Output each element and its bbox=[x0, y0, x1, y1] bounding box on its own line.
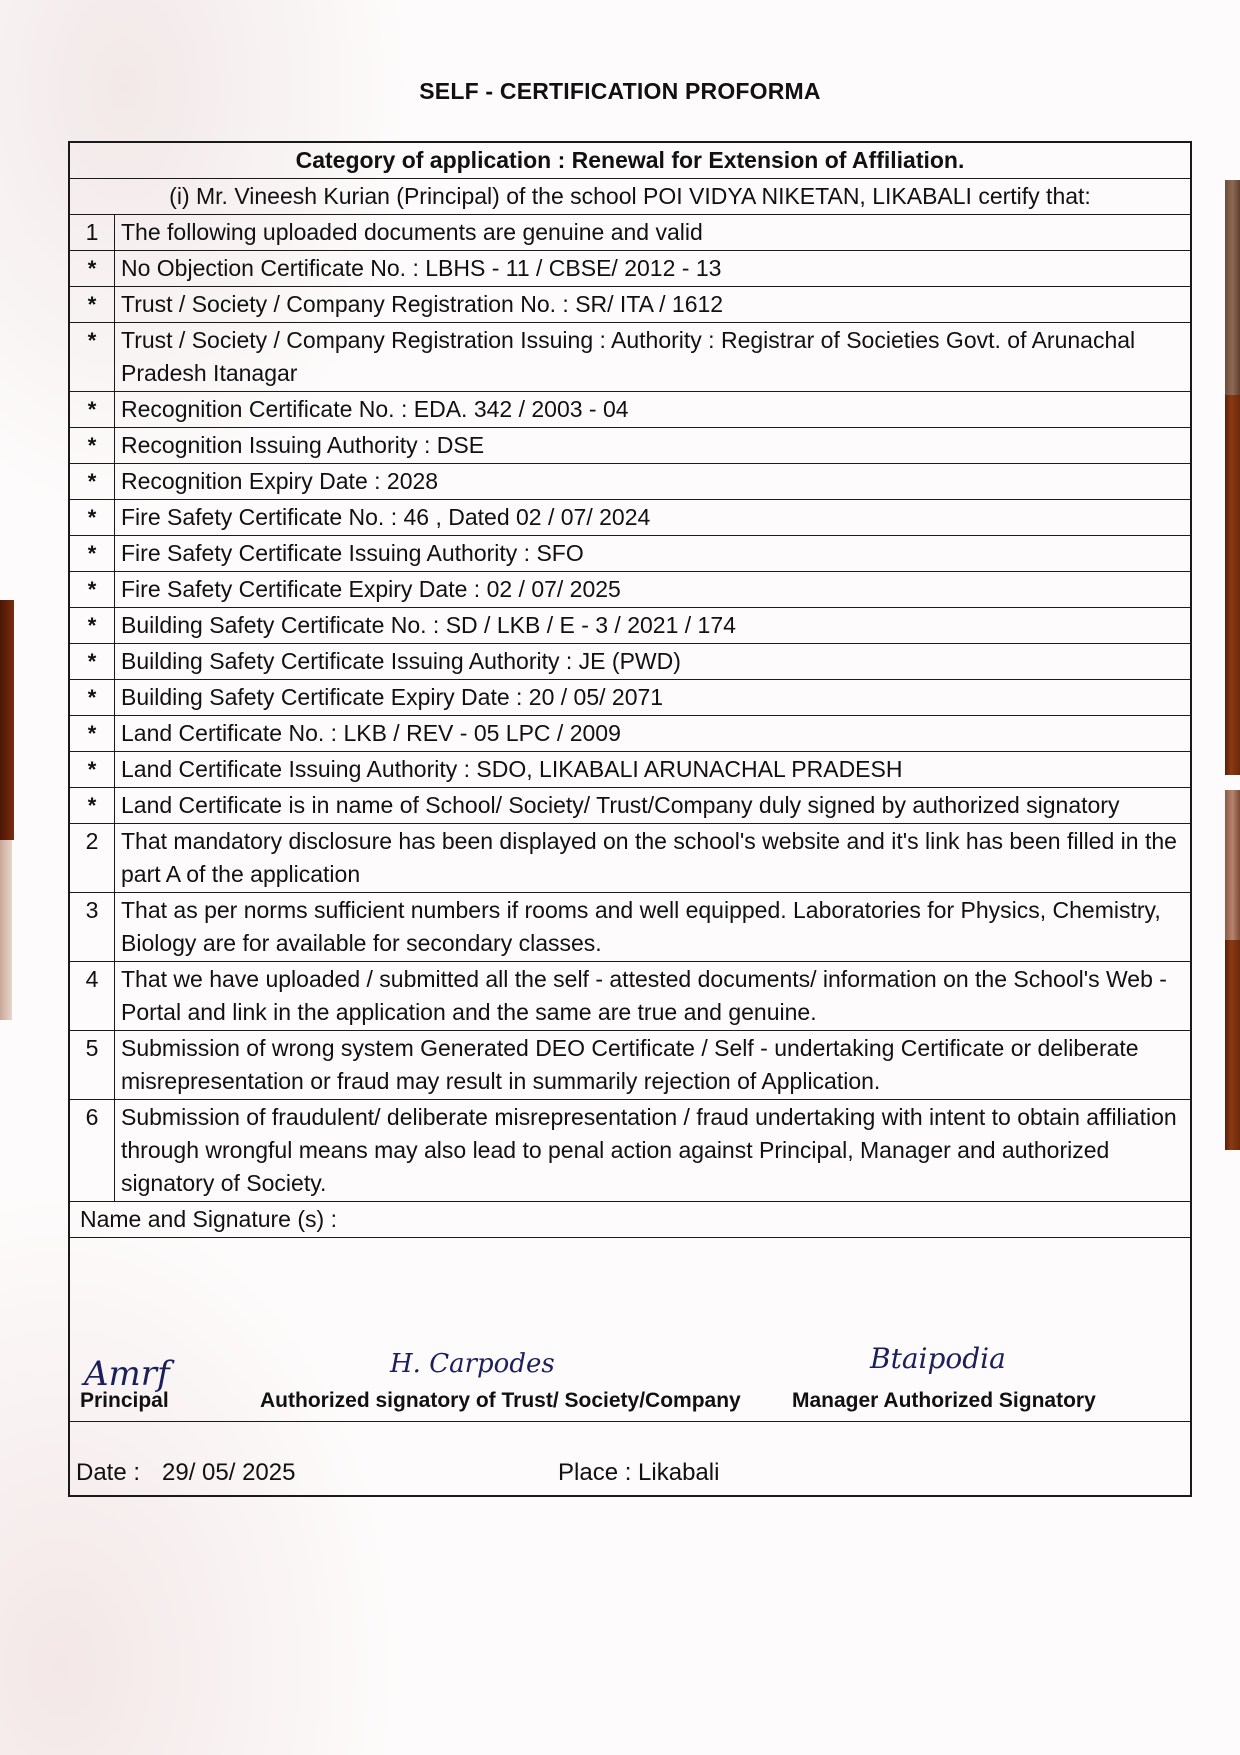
item-text: That mandatory disclosure has been displayed on the school's website and it's link has been filled in the part A of the application bbox=[121, 828, 1177, 887]
item-text: No Objection Certificate No. : LBHS - 11 / CBSE/ 2012 - 13 bbox=[121, 255, 722, 281]
table-row bbox=[70, 892, 1190, 961]
item-text: Building Safety Certificate No. : SD / LKB / E - 3 / 2021 / 174 bbox=[121, 612, 736, 638]
item-text: Recognition Expiry Date : 2028 bbox=[121, 468, 439, 494]
table-row bbox=[70, 643, 1190, 679]
item-marker: * bbox=[70, 287, 115, 322]
item-text: Land Certificate is in name of School/ Society/ Trust/Company duly signed by authorized signatory bbox=[121, 792, 1120, 818]
table-row bbox=[70, 787, 1190, 823]
manager-label: Manager Authorized Signatory bbox=[792, 1389, 1096, 1412]
item-text: Land Certificate No. : LKB / REV - 05 LPC / 2009 bbox=[121, 720, 621, 746]
table-row bbox=[70, 961, 1190, 1030]
item-text: Recognition Certificate No. : EDA. 342 / 2003 - 04 bbox=[121, 396, 629, 422]
signature-label-row bbox=[70, 1201, 1190, 1237]
place: Place : Likabali bbox=[558, 1459, 720, 1486]
table-row bbox=[70, 250, 1190, 286]
item-marker: * bbox=[70, 500, 115, 535]
principal-signature: Amrf bbox=[84, 1354, 170, 1394]
item-text: That as per norms sufficient numbers if rooms and well equipped. Laboratories for Physics, Chemistry, Biology are for available for secondary classes. bbox=[121, 897, 1161, 956]
background-wood-edge bbox=[1225, 940, 1240, 1150]
manager-signature: Btaipodia bbox=[870, 1342, 1006, 1375]
item-text: Fire Safety Certificate No. : 46 , Dated 02 / 07/ 2024 bbox=[121, 504, 651, 530]
document-title: SELF - CERTIFICATION PROFORMA bbox=[419, 78, 821, 104]
table-row bbox=[70, 1030, 1190, 1099]
item-text: Building Safety Certificate Issuing Authority : JE (PWD) bbox=[121, 648, 681, 674]
table-row bbox=[70, 679, 1190, 715]
item-text: Trust / Society / Company Registration No. : SR/ ITA / 1612 bbox=[121, 291, 724, 317]
certifier-row bbox=[70, 178, 1190, 214]
table-row bbox=[70, 1099, 1190, 1201]
item-marker: * bbox=[70, 251, 115, 286]
table-row bbox=[70, 391, 1190, 427]
item-marker: * bbox=[70, 428, 115, 463]
item-marker: * bbox=[70, 788, 115, 823]
table-row bbox=[70, 427, 1190, 463]
date-label: Date : bbox=[76, 1459, 141, 1486]
certifier-statement: (i) Mr. Vineesh Kurian (Principal) of the school POI VIDYA NIKETAN, LIKABALI certify that: bbox=[169, 183, 1091, 209]
table-row bbox=[70, 715, 1190, 751]
date-value: 29/ 05/ 2025 bbox=[162, 1459, 296, 1486]
item-text: Building Safety Certificate Expiry Date : 20 / 05/ 2071 bbox=[121, 684, 664, 710]
background-wood-edge-left bbox=[0, 600, 14, 840]
table-row bbox=[70, 751, 1190, 787]
item-marker: * bbox=[70, 464, 115, 499]
item-marker: * bbox=[70, 680, 115, 715]
item-marker: 5 bbox=[70, 1031, 115, 1099]
item-text: The following uploaded documents are genuine and valid bbox=[121, 219, 703, 245]
item-text: That we have uploaded / submitted all the self - attested documents/ information on the School's Web - Portal and link in the application and the same are true and genuine. bbox=[121, 966, 1167, 1025]
item-marker: * bbox=[70, 323, 115, 391]
item-marker: 2 bbox=[70, 824, 115, 892]
signature-row bbox=[70, 1237, 1190, 1421]
item-marker: * bbox=[70, 572, 115, 607]
item-marker: * bbox=[70, 392, 115, 427]
item-text: Fire Safety Certificate Issuing Authority : SFO bbox=[121, 540, 584, 566]
category-of-application: Category of application : Renewal for Extension of Affiliation. bbox=[295, 147, 965, 173]
table-row bbox=[70, 463, 1190, 499]
item-marker: 4 bbox=[70, 962, 115, 1030]
trust-signatory-signature: H. Carpodes bbox=[390, 1349, 555, 1379]
item-marker: * bbox=[70, 644, 115, 679]
table-row bbox=[70, 571, 1190, 607]
table-row bbox=[70, 535, 1190, 571]
background-edge-left bbox=[0, 840, 12, 1020]
background-wood-edge bbox=[1225, 180, 1240, 395]
item-text: Fire Safety Certificate Expiry Date : 02 / 07/ 2025 bbox=[121, 576, 621, 602]
item-text: Land Certificate Issuing Authority : SDO, LIKABALI ARUNACHAL PRADESH bbox=[121, 756, 903, 782]
item-marker: 1 bbox=[70, 215, 115, 250]
trust-signatory-label: Authorized signatory of Trust/ Society/Company bbox=[260, 1389, 741, 1412]
item-text: Submission of wrong system Generated DEO Certificate / Self - undertaking Certificate or deliberate misrepresentation or fraud may result in summarily rejection of Application. bbox=[121, 1035, 1139, 1094]
date-place bbox=[70, 1422, 1190, 1495]
item-text: Submission of fraudulent/ deliberate misrepresentation / fraud undertaking with intent to obtain affiliation through wrongful means may also lead to penal action against Principal, Manager and authorized signatory of Society. bbox=[121, 1104, 1177, 1196]
item-marker: * bbox=[70, 716, 115, 751]
item-marker: 3 bbox=[70, 893, 115, 961]
signature-area bbox=[70, 1238, 1190, 1421]
table-row bbox=[70, 286, 1190, 322]
background-wood-edge bbox=[1225, 395, 1240, 775]
signature-label: Name and Signature (s) : bbox=[80, 1206, 337, 1232]
certification-table bbox=[68, 141, 1192, 1497]
item-marker: 6 bbox=[70, 1100, 115, 1201]
category-row bbox=[70, 143, 1190, 178]
item-marker: * bbox=[70, 752, 115, 787]
table-row bbox=[70, 214, 1190, 250]
item-marker: * bbox=[70, 536, 115, 571]
table-row bbox=[70, 823, 1190, 892]
item-marker: * bbox=[70, 608, 115, 643]
principal-label: Principal bbox=[80, 1389, 169, 1412]
item-text: Trust / Society / Company Registration Issuing : Authority : Registrar of Societies Govt. of Arunachal Pradesh Itanagar bbox=[121, 327, 1136, 386]
item-text: Recognition Issuing Authority : DSE bbox=[121, 432, 485, 458]
date-place-row bbox=[70, 1421, 1190, 1495]
table-row bbox=[70, 607, 1190, 643]
background-wood-edge bbox=[1225, 790, 1240, 940]
table-row bbox=[70, 499, 1190, 535]
table-row bbox=[70, 322, 1190, 391]
